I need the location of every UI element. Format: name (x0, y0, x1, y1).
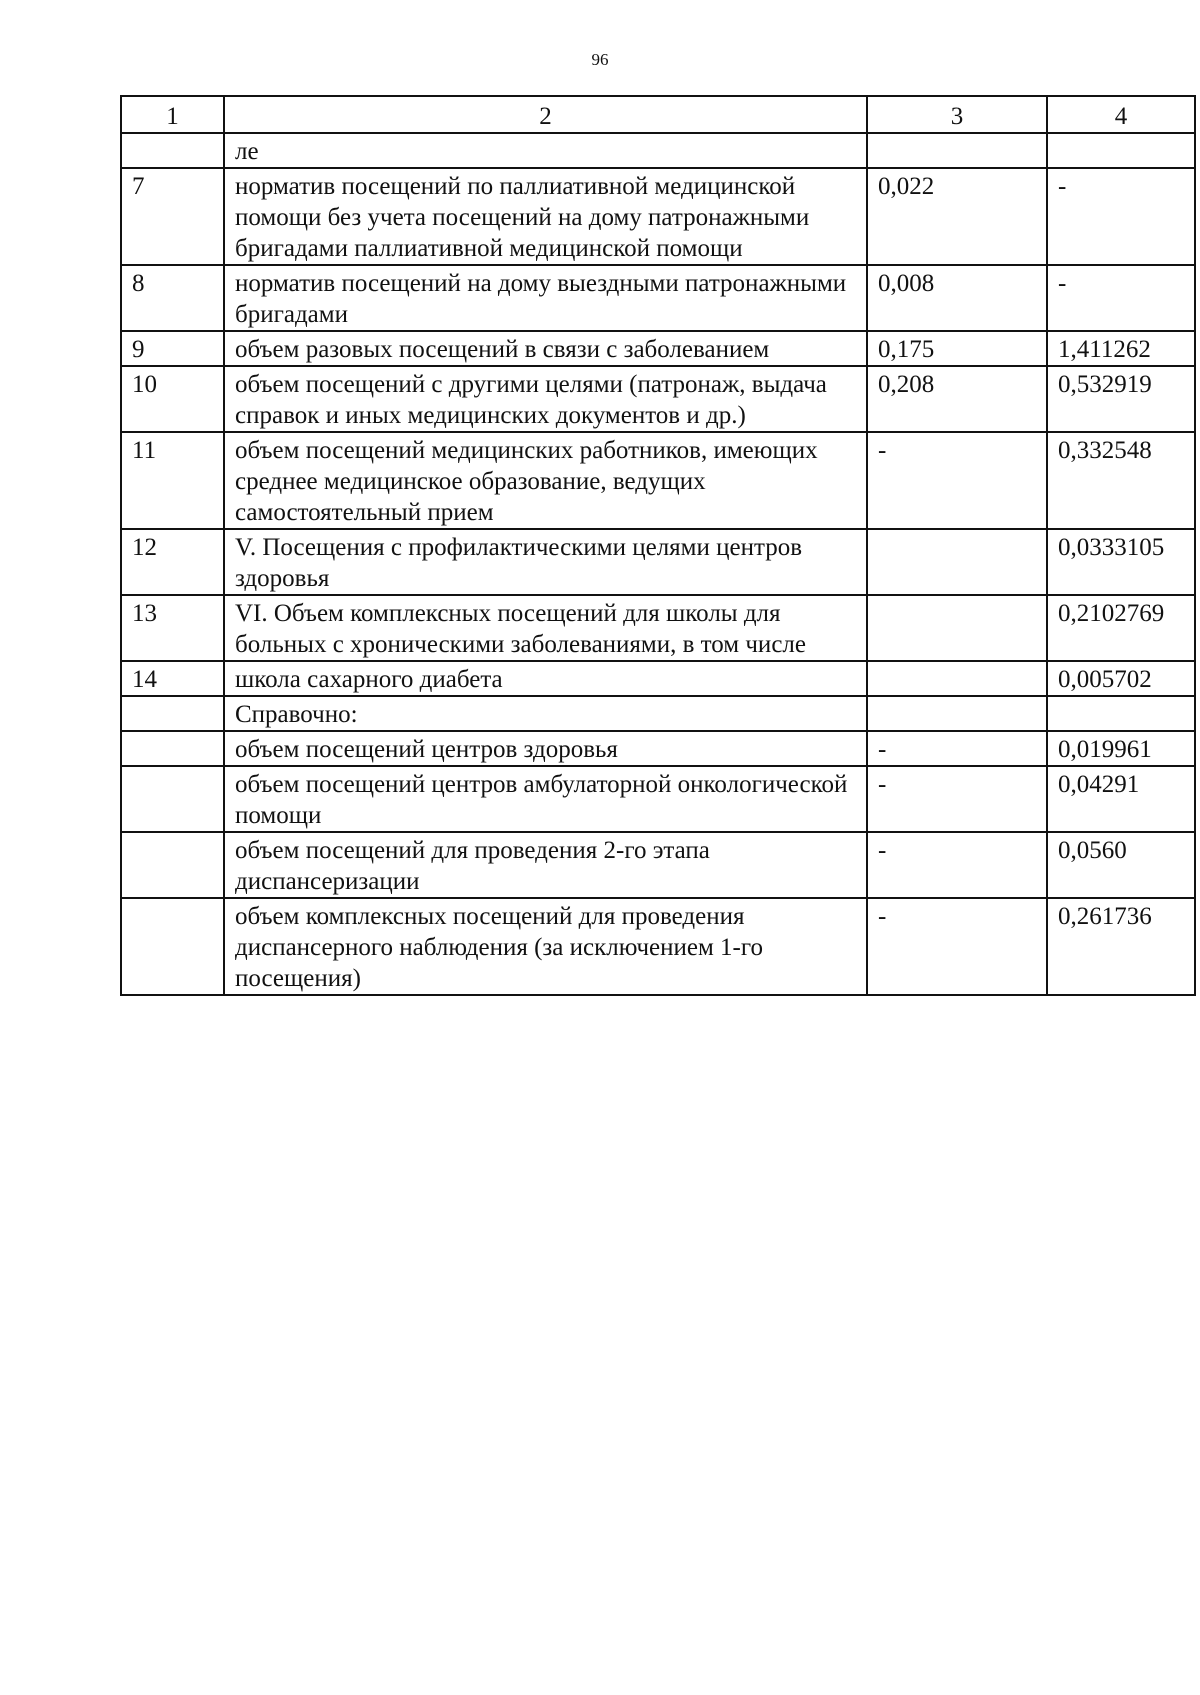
value-col3-cell: 0,208 (867, 366, 1047, 432)
description-cell: школа сахарного диабета (224, 661, 867, 696)
value-col4-cell: 0,019961 (1047, 731, 1195, 766)
row-number-cell (121, 898, 224, 995)
value-col4-cell: 0,332548 (1047, 432, 1195, 529)
row-number-cell: 11 (121, 432, 224, 529)
description-cell: объем посещений с другими целями (патронаж, выдача справок и иных медицинских документов и др.) (224, 366, 867, 432)
row-number-cell (121, 133, 224, 168)
value-col3-cell (867, 529, 1047, 595)
data-table (120, 95, 1196, 996)
value-col3-cell: - (867, 832, 1047, 898)
table-row (121, 432, 1195, 529)
value-col3-cell (867, 696, 1047, 731)
value-col3-cell: 0,008 (867, 265, 1047, 331)
value-col3-cell: - (867, 432, 1047, 529)
table-header-row (121, 96, 1195, 133)
row-number-cell: 8 (121, 265, 224, 331)
row-number-cell: 7 (121, 168, 224, 265)
row-number-cell: 14 (121, 661, 224, 696)
row-number-cell (121, 832, 224, 898)
value-col4-cell (1047, 133, 1195, 168)
value-col4-cell: - (1047, 265, 1195, 331)
description-cell: объем посещений центров амбулаторной онкологической помощи (224, 766, 867, 832)
description-cell: объем посещений медицинских работников, имеющих среднее медицинское образование, ведущих самостоятельный прием (224, 432, 867, 529)
value-col4-cell: 0,532919 (1047, 366, 1195, 432)
column-header-4: 4 (1047, 96, 1195, 133)
value-col4-cell: 0,261736 (1047, 898, 1195, 995)
table-row (121, 265, 1195, 331)
value-col4-cell: - (1047, 168, 1195, 265)
row-number-cell (121, 766, 224, 832)
row-number-cell (121, 696, 224, 731)
table-row (121, 529, 1195, 595)
column-header-1: 1 (121, 96, 224, 133)
value-col4-cell (1047, 696, 1195, 731)
table-row (121, 766, 1195, 832)
description-cell: V. Посещения с профилактическими целями центров здоровья (224, 529, 867, 595)
description-cell: норматив посещений по паллиативной медицинской помощи без учета посещений на дому патронажными бригадами паллиативной медицинской помощи (224, 168, 867, 265)
value-col3-cell: 0,022 (867, 168, 1047, 265)
value-col3-cell: 0,175 (867, 331, 1047, 366)
value-col3-cell (867, 595, 1047, 661)
table-row (121, 133, 1195, 168)
value-col3-cell (867, 661, 1047, 696)
table-row (121, 731, 1195, 766)
description-cell: объем посещений для проведения 2-го этапа диспансеризации (224, 832, 867, 898)
table-row (121, 366, 1195, 432)
table-row (121, 832, 1195, 898)
value-col3-cell: - (867, 731, 1047, 766)
column-header-3: 3 (867, 96, 1047, 133)
row-number-cell: 12 (121, 529, 224, 595)
description-cell: объем комплексных посещений для проведения диспансерного наблюдения (за исключением 1-го посещения) (224, 898, 867, 995)
row-number-cell: 13 (121, 595, 224, 661)
table-row (121, 331, 1195, 366)
value-col4-cell: 0,2102769 (1047, 595, 1195, 661)
row-number-cell (121, 731, 224, 766)
value-col4-cell: 0,04291 (1047, 766, 1195, 832)
table-row (121, 696, 1195, 731)
value-col4-cell: 0,0560 (1047, 832, 1195, 898)
row-number-cell: 9 (121, 331, 224, 366)
row-number-cell: 10 (121, 366, 224, 432)
description-cell: норматив посещений на дому выездными патронажными бригадами (224, 265, 867, 331)
value-col3-cell: - (867, 898, 1047, 995)
table-row (121, 595, 1195, 661)
description-cell: VI. Объем комплексных посещений для школы для больных с хроническими заболеваниями, в том числе (224, 595, 867, 661)
description-cell: ле (224, 133, 867, 168)
value-col4-cell: 1,411262 (1047, 331, 1195, 366)
column-header-2: 2 (224, 96, 867, 133)
value-col4-cell: 0,005702 (1047, 661, 1195, 696)
description-cell: объем разовых посещений в связи с заболеванием (224, 331, 867, 366)
table-row (121, 168, 1195, 265)
value-col3-cell: - (867, 766, 1047, 832)
table-row (121, 661, 1195, 696)
table-row (121, 898, 1195, 995)
page-number: 96 (591, 50, 609, 69)
description-cell: Справочно: (224, 696, 867, 731)
value-col3-cell (867, 133, 1047, 168)
value-col4-cell: 0,0333105 (1047, 529, 1195, 595)
description-cell: объем посещений центров здоровья (224, 731, 867, 766)
